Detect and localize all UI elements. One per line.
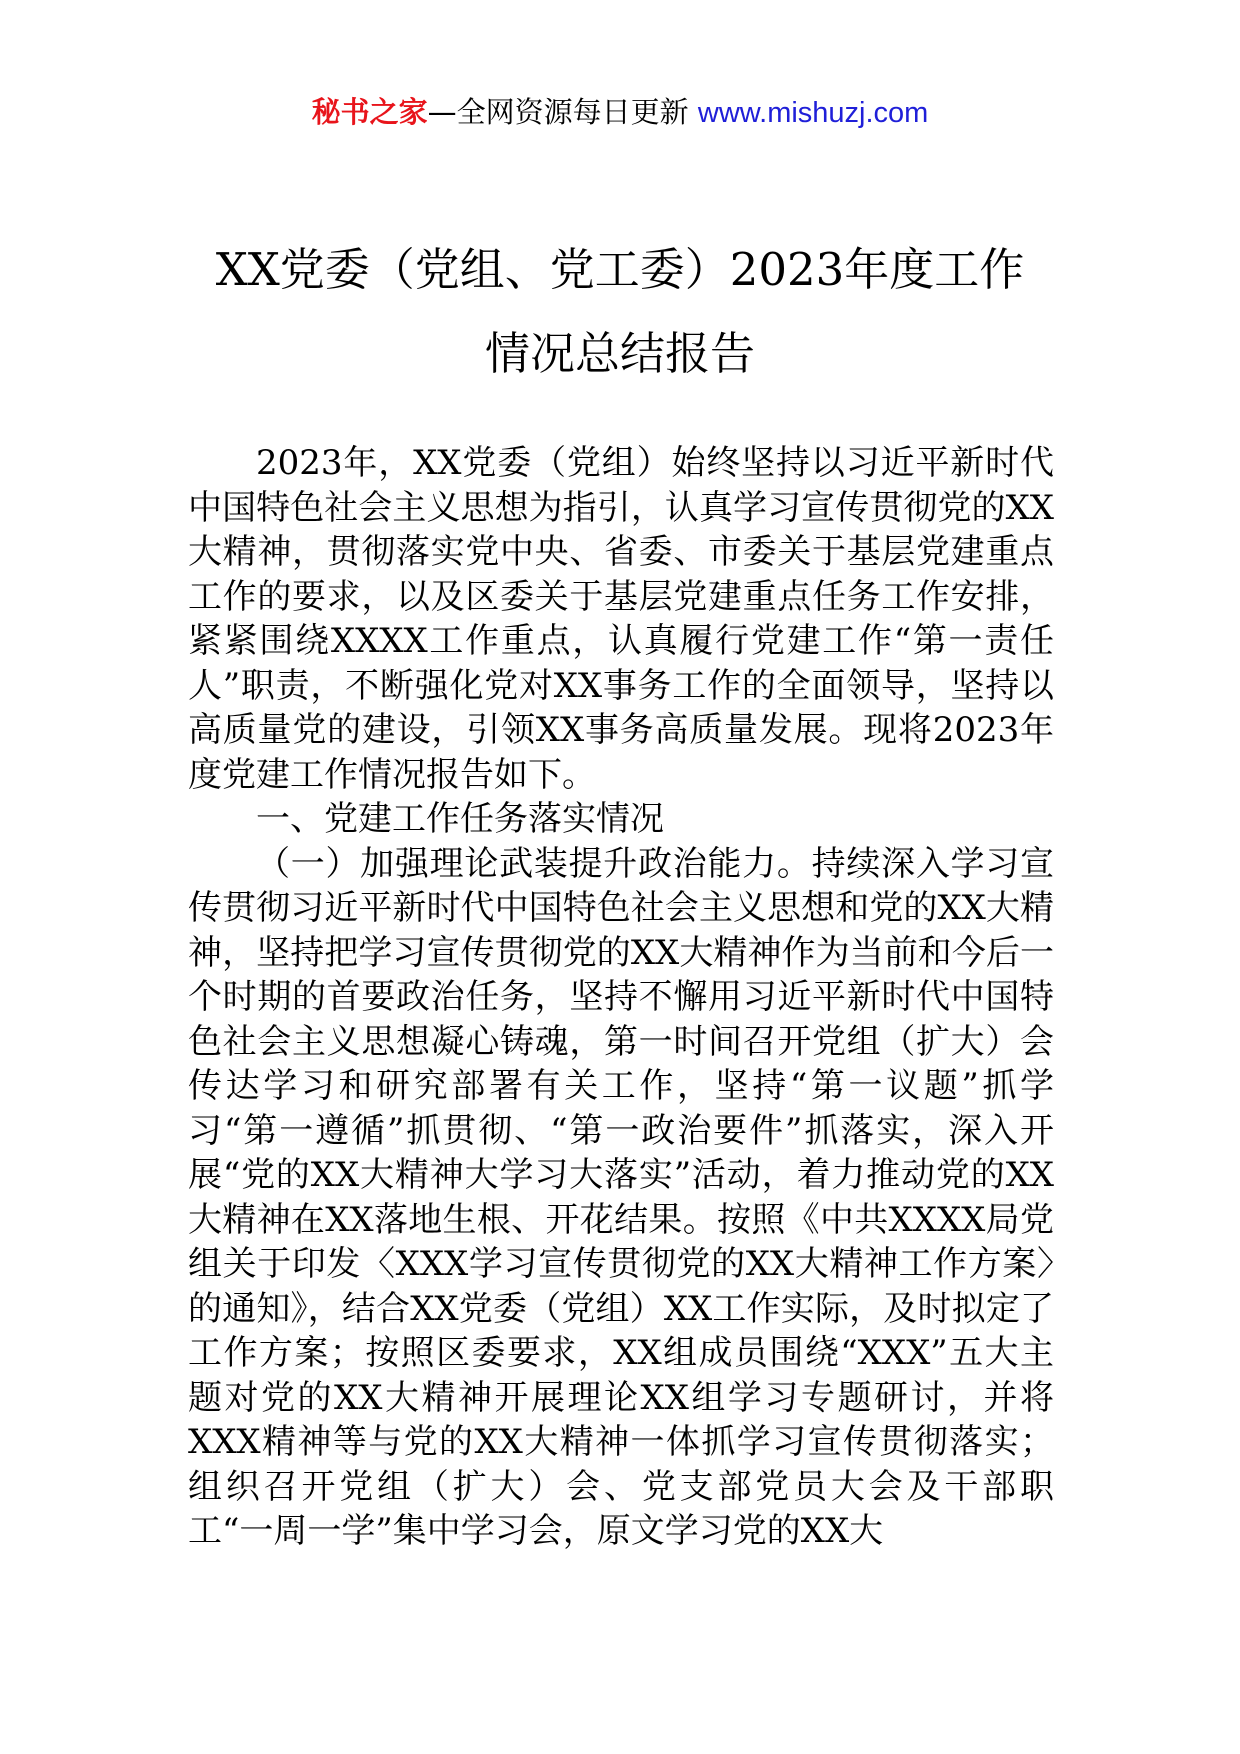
site-url-link[interactable]: www.mishuzj.com: [697, 97, 929, 129]
intro-paragraph: 2023年，XX党委（党组）始终坚持以习近平新时代中国特色社会主义思想为指引，认真学习宣传贯彻党的XX大精神，贯彻落实党中央、省委、市委关于基层党建重点工作的要求，以及区委关于基层党建重点任务工作安排，紧紧围绕XXXX工作重点，认真履行党建工作“第一责任人”职责，不断强化党对XX事务工作的全面领导，坚持以高质量党的建设，引领XX事务高质量发展。现将2023年度党建工作情况报告如下。: [188, 443, 1054, 795]
document-title: [150, 228, 1090, 396]
brand-name: 秘书之家: [311, 95, 428, 129]
document-title-line-2: 情况总结报告: [484, 327, 755, 380]
document-body: [188, 441, 1054, 1554]
header-tagline: —全网资源每日更新: [427, 95, 689, 129]
section-heading: 一、党建工作任务落实情况: [256, 799, 664, 839]
body-paragraph: （一）加强理论武装提升政治能力。持续深入学习宣传贯彻习近平新时代中国特色社会主义思想和党的XX大精神，坚持把学习宣传贯彻党的XX大精神作为当前和今后一个时期的首要政治任务，坚持不懈用习近平新时代中国特色社会主义思想凝心铸魂，第一时间召开党组（扩大）会传达学习和研究部署有关工作，坚持“第一议题”抓学习“第一遵循”抓贯彻、“第一政治要件”抓落实，深入开展“党的XX大精神大学习大落实”活动，着力推动党的XX大精神在XX落地生根、开花结果。按照《中共XXXX局党组关于印发〈XXX学习宣传贯彻党的XX大精神工作方案〉的通知》，结合XX党委（党组）XX工作实际，及时拟定了工作方案；按照区委要求，XX组成员围绕“XXX”五大主题对党的XX大精神开展理论XX组学习专题研讨，并将XXX精神等与党的XX大精神一体抓学习宣传贯彻落实；组织召开党组（扩大）会、党支部党员大会及干部职工“一周一学”集中学习会，原文学习党的XX大: [188, 843, 1054, 1551]
document-title-line-1: XX党委（党组、党工委）2023年度工作: [215, 243, 1025, 296]
page-header: [0, 92, 1240, 133]
